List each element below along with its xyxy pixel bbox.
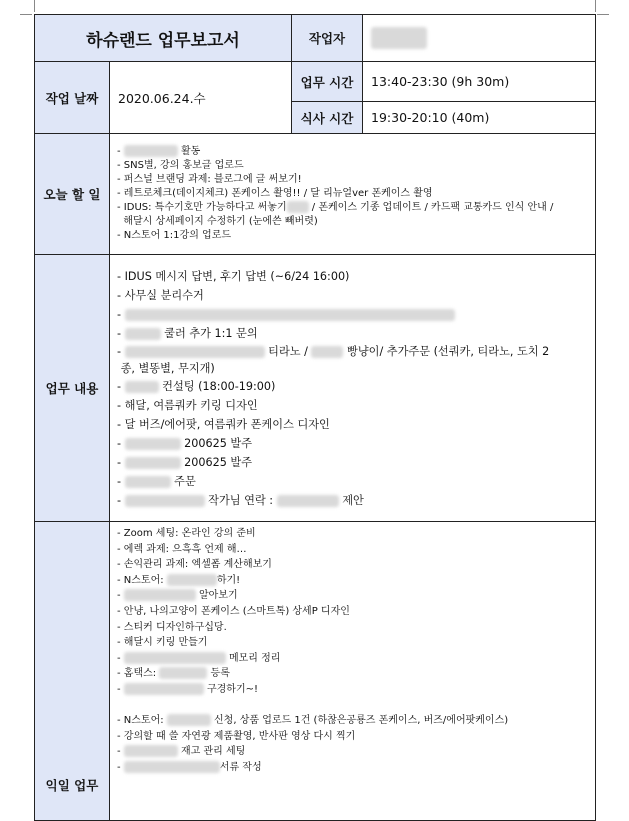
- list-item: - 메모리 정리: [117, 652, 281, 664]
- work-list: [110, 262, 595, 515]
- list-item: - SNS별, 강의 홍보글 업로드: [117, 160, 244, 171]
- list-item: - 스티커 디자인하구십당.: [117, 621, 227, 633]
- list-item: - 서류 작성: [117, 761, 262, 773]
- list-item: -: [117, 305, 589, 324]
- list-item: - 알아보기: [117, 590, 238, 602]
- list-item: - 작가님 연락 : 제안: [117, 493, 364, 507]
- work-label: 업무 내용: [35, 255, 110, 522]
- list-item: - 레트로체크(데이지체크) 폰케이스 촬영!! / 달 리뉴얼ver 폰케이스 촬영: [117, 188, 433, 199]
- list-item: - N스토어: 하기!: [117, 574, 241, 586]
- tomorrow-cell: [110, 522, 596, 821]
- list-item: - IDUS: 특수기호만 가능하다고 써놓기 / 폰케이스 기종 업데이트 / 카드팩 교통카드 인식 안내 /: [117, 202, 554, 213]
- list-item: [117, 698, 589, 714]
- tomorrow-label: 익일 업무: [35, 522, 110, 821]
- list-item: - 200625 발주: [117, 455, 253, 469]
- list-item: - 안냥, 나의고양이 폰케이스 (스마트톡) 상세P 디자인: [117, 605, 350, 617]
- list-item: - 쿨러 추가 1:1 문의: [117, 326, 258, 340]
- today-list: [110, 140, 595, 248]
- today-label: 오늘 할 일: [35, 134, 110, 255]
- list-item: - 강의할 때 쓸 자연광 제품촬영, 반사판 영상 다시 찍기: [117, 730, 356, 742]
- list-item: - 티라노 / 빵냥이/ 추가주문 (선쿼카, 티라노, 도치 2: [117, 344, 550, 358]
- meal-time-label: 식사 시간: [292, 102, 363, 134]
- work-time-value: 13:40-23:30 (9h 30m): [363, 62, 596, 102]
- crop-mark: [20, 14, 32, 15]
- redacted-name: [371, 27, 427, 49]
- date-label: 작업 날짜: [35, 62, 110, 134]
- tomorrow-list: [110, 522, 595, 781]
- crop-mark: [595, 0, 596, 12]
- list-item: - IDUS 메시지 답변, 후기 답변 (~6/24 16:00): [117, 269, 350, 283]
- crop-mark: [34, 0, 35, 12]
- list-item: - 에렉 과제: 으흑흑 언제 해…: [117, 543, 247, 555]
- list-item: - 컨설팅 (18:00-19:00): [117, 379, 276, 393]
- report-title: 하슈랜드 업무보고서: [35, 15, 292, 62]
- list-item: - 홈택스: 등록: [117, 668, 230, 680]
- meal-time-value: 19:30-20:10 (40m): [363, 102, 596, 134]
- list-item: - 활동: [117, 146, 201, 157]
- list-item: - 달 버즈/에어팟, 여름쿼카 폰케이스 디자인: [117, 417, 330, 431]
- list-item: - N스토어 1:1강의 업로드: [117, 230, 232, 241]
- date-value: 2020.06.24.수: [110, 62, 292, 134]
- list-item: - 사무실 분리수거: [117, 288, 204, 302]
- today-cell: [110, 134, 596, 255]
- list-item: - 구경하기~!: [117, 683, 259, 695]
- list-item: - 해달, 여름쿼카 키링 디자인: [117, 398, 258, 412]
- list-item: - 주문: [117, 474, 196, 488]
- crop-mark: [597, 14, 609, 15]
- work-report-table: [34, 14, 596, 821]
- work-cell: [110, 255, 596, 522]
- author-label: 작업자: [292, 15, 363, 62]
- list-item: - 해달시 키링 만들기: [117, 637, 208, 649]
- list-item: - 200625 발주: [117, 436, 253, 450]
- author-value: [363, 15, 596, 62]
- work-time-label: 업무 시간: [292, 62, 363, 102]
- list-item: - N스토어: 신청, 상품 업로드 1건 (하찮은공룡즈 폰케이스, 버즈/에어팟케이스): [117, 715, 509, 727]
- list-item: 종, 별똥별, 무지개): [120, 361, 215, 375]
- list-item: 해달시 상세페이지 수정하기 (눈에쓴 빼버렷): [123, 216, 318, 227]
- list-item: - 퍼스널 브랜딩 과제: 블로그에 글 써보기!: [117, 174, 302, 185]
- list-item: - 손익관리 과제: 엑셀폼 계산해보기: [117, 559, 272, 571]
- list-item: - Zoom 세팅: 온라인 강의 준비: [117, 528, 256, 539]
- list-item: - 재고 관리 세팅: [117, 746, 246, 758]
